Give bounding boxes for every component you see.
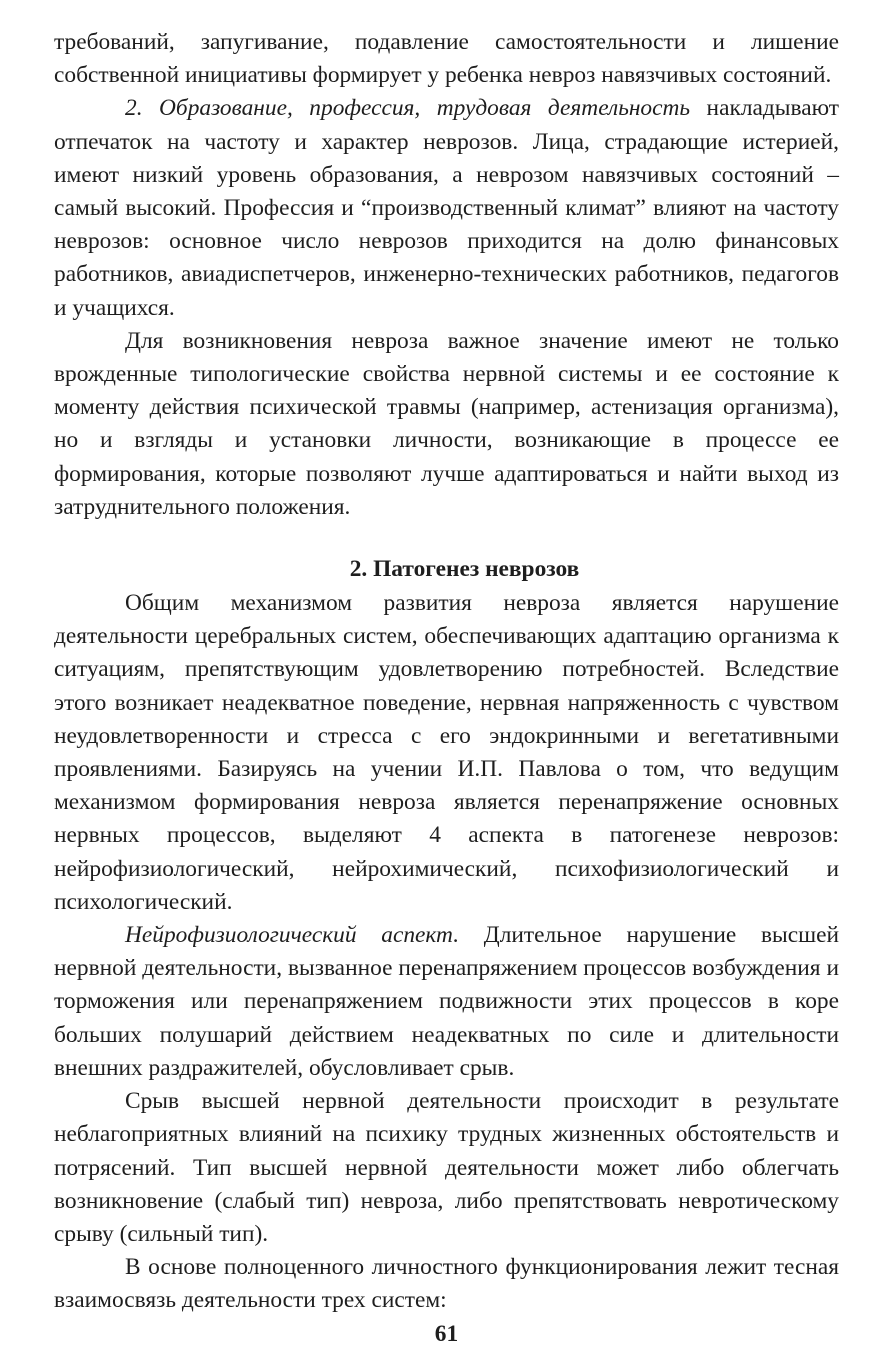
paragraph-7: В основе полноценного личностного функционирования лежит тесная взаимосвязь деятельности трех систем:: [54, 1254, 839, 1314]
paragraph-5-lead: Нейрофизиологический аспект.: [125, 922, 460, 949]
paragraph-2-lead: 2. Образование, профессия, трудовая деятельность: [125, 95, 691, 122]
spacer: [54, 524, 839, 551]
paragraph-5-text: Длительное нарушение высшей нервной деятельности, вызванное перенапряжением процессов возбуждения и торможения или перенапряжением подвижности этих процессов в коре больших полушарий действием неадекватных по силе и длительности внешних раздражителей, обусловливает срыв.: [54, 922, 839, 1081]
paragraph-1: требований, запугивание, подавление самостоятельности и лишение собственной инициативы формирует у ребенка невроз навязчивых состояний.: [54, 29, 839, 89]
paragraph-2: [54, 92, 839, 324]
paragraph-5: [54, 919, 839, 1085]
paragraph-4: Общим механизмом развития невроза является нарушение деятельности церебральных систем, обеспечивающих адаптацию организма к ситуациям, препятствующим удовлетворению потребностей. Вследствие этого возникает неадекватное поведение, нервная напряженность с чувством неудовлетворенности и стресса с его эндокринными и вегетативными проявлениями. Базируясь на учении И.П. Павлова о том, что ведущим механизмом формирования невроза является перенапряжение основных нервных процессов, выделяют 4 аспекта в патогенезе неврозов: нейрофизиологический, нейрохимический, психофизиологический и психологический.: [54, 590, 839, 915]
paragraph-6: Срыв высшей нервной деятельности происходит в результате неблагоприятных влияний на психику трудных жизненных обстоятельств и потрясений. Тип высшей нервной деятельности может либо облегчать возникновение (слабый тип) невроза, либо препятствовать невротическому срыву (сильный тип).: [54, 1088, 839, 1247]
document-page: [54, 26, 839, 1351]
page-number: 61: [434, 1320, 459, 1347]
paragraph-3: Для возникновения невроза важное значение имеют не только врожденные типологические свойства нервной системы и ее состояние к моменту действия психической травмы (например, астенизация организма), но и взгляды и установки личности, возникающие в процессе ее формирования, которые позволяют лучше адаптироваться и найти выход из затруднительного положения.: [54, 327, 839, 520]
section-heading: 2. Патогенез неврозов: [349, 556, 580, 583]
paragraph-2-text: накладывают отпечаток на частоту и характер неврозов. Лица, страдающие истерией, имеют низкий уровень образования, а неврозом навязчивых состояний – самый высокий. Профессия и “производственный климат” влияют на частоту неврозов: основное число неврозов приходится на долю финансовых работников, авиадиспетчеров, инженерно-технических работников, педагогов и учащихся.: [54, 95, 839, 321]
